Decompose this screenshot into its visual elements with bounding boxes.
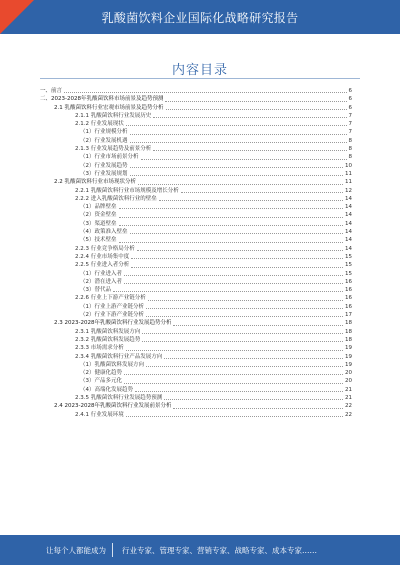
toc-entry[interactable] bbox=[40, 220, 352, 228]
toc-entry[interactable] bbox=[40, 369, 352, 377]
toc-entry[interactable] bbox=[40, 311, 352, 319]
toc-entry-text: （1）行业进入者 bbox=[80, 270, 122, 277]
toc-entry-page: 6 bbox=[348, 96, 352, 103]
toc-entry[interactable] bbox=[40, 278, 352, 286]
toc-dot-leader bbox=[173, 408, 343, 409]
toc-entry[interactable] bbox=[40, 253, 352, 261]
table-of-contents bbox=[40, 87, 352, 419]
toc-entry[interactable] bbox=[40, 294, 352, 302]
toc-entry-text: （5）技术壁垒 bbox=[80, 237, 117, 244]
toc-entry-text: （1）品牌壁垒 bbox=[80, 204, 117, 211]
toc-entry-page: 8 bbox=[348, 137, 352, 144]
toc-entry-page: 11 bbox=[345, 170, 352, 177]
toc-entry-page: 19 bbox=[345, 353, 352, 360]
toc-dot-leader bbox=[119, 242, 344, 243]
toc-entry-page: 14 bbox=[345, 245, 352, 252]
toc-dot-leader bbox=[135, 391, 343, 392]
footer-divider bbox=[112, 543, 113, 557]
toc-entry[interactable] bbox=[40, 286, 352, 294]
toc-entry-text: 2.3.5 乳酸菌饮料行业发展趋势预测 bbox=[75, 394, 163, 401]
toc-entry-text: （3）渠道壁垒 bbox=[80, 220, 117, 227]
toc-entry-text: （1）行业规模分析 bbox=[80, 129, 128, 136]
toc-entry-page: 22 bbox=[345, 411, 352, 418]
toc-entry-text: （1）行业上游产业链分析 bbox=[80, 303, 145, 310]
toc-entry-text: 2.4.1 行业发展环境 bbox=[75, 411, 124, 418]
toc-dot-leader bbox=[126, 350, 343, 351]
toc-entry[interactable] bbox=[40, 187, 352, 195]
toc-dot-leader bbox=[164, 399, 343, 400]
toc-entry[interactable] bbox=[40, 178, 352, 186]
toc-entry-text: （4）高端化发展趋势 bbox=[80, 386, 133, 393]
toc-entry-page: 12 bbox=[345, 187, 352, 194]
toc-entry-page: 14 bbox=[345, 237, 352, 244]
toc-dot-leader bbox=[124, 283, 343, 284]
toc-entry[interactable] bbox=[40, 336, 352, 344]
toc-entry-text: 2.4 2023-2028年乳酸菌饮料行业发展前景分析 bbox=[54, 403, 172, 410]
toc-entry[interactable] bbox=[40, 203, 352, 211]
toc-entry-page: 16 bbox=[345, 303, 352, 310]
toc-entry[interactable] bbox=[40, 402, 352, 410]
toc-entry[interactable] bbox=[40, 120, 352, 128]
toc-entry-page: 8 bbox=[348, 146, 352, 153]
toc-entry-text: （2）资金壁垒 bbox=[80, 212, 117, 219]
toc-dot-leader bbox=[148, 300, 343, 301]
toc-entry[interactable] bbox=[40, 245, 352, 253]
toc-entry[interactable] bbox=[40, 228, 352, 236]
toc-dot-leader bbox=[124, 374, 343, 375]
toc-entry[interactable] bbox=[40, 377, 352, 385]
toc-dot-leader bbox=[119, 208, 344, 209]
toc-dot-leader bbox=[131, 258, 343, 259]
toc-dot-leader bbox=[119, 225, 344, 226]
toc-entry-page: 6 bbox=[348, 104, 352, 111]
toc-entry-page: 20 bbox=[345, 370, 352, 377]
toc-entry-page: 19 bbox=[345, 361, 352, 368]
toc-entry-page: 18 bbox=[345, 320, 352, 327]
toc-entry[interactable] bbox=[40, 328, 352, 336]
toc-entry-text: 2.1.1 乳酸菌饮料行业发展历史 bbox=[75, 112, 152, 119]
toc-entry-page: 17 bbox=[345, 312, 352, 319]
toc-entry-page: 19 bbox=[345, 345, 352, 352]
toc-entry-page: 8 bbox=[348, 154, 352, 161]
toc-entry-page: 15 bbox=[345, 262, 352, 269]
toc-dot-leader bbox=[166, 109, 347, 110]
toc-entry-page: 16 bbox=[345, 278, 352, 285]
toc-entry[interactable] bbox=[40, 170, 352, 178]
toc-entry-text: （2）行业发展趋势 bbox=[80, 162, 128, 169]
toc-dot-leader bbox=[113, 291, 343, 292]
toc-entry[interactable] bbox=[40, 145, 352, 153]
toc-entry-text: 二、2023-2028年乳酸菌饮料市场前景及趋势预测 bbox=[40, 96, 164, 103]
toc-entry-text: （4）政策准入壁垒 bbox=[80, 229, 128, 236]
toc-entry-text: 一、前言 bbox=[40, 88, 63, 94]
toc-entry-text: 2.3.2 乳酸菌饮料发展趋势 bbox=[75, 336, 141, 343]
toc-entry-text: （3）产品多元化 bbox=[80, 378, 122, 385]
toc-entry[interactable] bbox=[40, 261, 352, 269]
toc-dot-leader bbox=[159, 200, 343, 201]
toc-entry[interactable] bbox=[40, 361, 352, 369]
toc-entry[interactable] bbox=[40, 104, 352, 112]
toc-entry-text: （3）替代品 bbox=[80, 287, 111, 294]
toc-entry[interactable] bbox=[40, 394, 352, 402]
toc-entry-text: 2.2.2 进入乳酸菌饮料行业的壁垒 bbox=[75, 195, 157, 202]
toc-entry-page: 21 bbox=[345, 386, 352, 393]
toc-dot-leader bbox=[126, 125, 347, 126]
toc-entry[interactable] bbox=[40, 236, 352, 244]
toc-entry[interactable] bbox=[40, 162, 352, 170]
toc-entry-page: 16 bbox=[345, 287, 352, 294]
toc-dot-leader bbox=[119, 217, 344, 218]
document-title: 乳酸菌饮料企业国际化战略研究报告 bbox=[101, 11, 299, 25]
toc-entry-text: （1）乳酸菌饮料发展方向 bbox=[80, 361, 145, 368]
toc-dot-leader bbox=[142, 333, 343, 334]
toc-entry[interactable] bbox=[40, 344, 352, 352]
toc-title: 内容目录 bbox=[171, 63, 228, 78]
toc-dot-leader bbox=[124, 383, 343, 384]
toc-entry[interactable] bbox=[40, 128, 352, 136]
toc-entry-text: 2.1 乳酸菌饮料行业宏观市场前景及趋势分析 bbox=[54, 104, 164, 111]
toc-dot-leader bbox=[130, 142, 347, 143]
toc-entry-page: 20 bbox=[345, 378, 352, 385]
toc-dot-leader bbox=[130, 134, 347, 135]
toc-dot-leader bbox=[126, 416, 343, 417]
toc-entry-page: 22 bbox=[345, 403, 352, 410]
footer-slogan: 让每个人都能成为 bbox=[46, 546, 106, 555]
toc-entry[interactable] bbox=[40, 353, 352, 361]
toc-dot-leader bbox=[153, 117, 346, 118]
toc-entry[interactable] bbox=[40, 87, 352, 95]
toc-dot-leader bbox=[146, 366, 343, 367]
toc-entry-text: 2.2.3 行业竞争格局分析 bbox=[75, 245, 135, 252]
toc-dot-leader bbox=[165, 101, 346, 102]
toc-dot-leader bbox=[124, 275, 343, 276]
toc-entry-text: 2.2.5 行业进入者分析 bbox=[75, 262, 130, 269]
toc-entry[interactable] bbox=[40, 411, 352, 419]
toc-entry-page: 7 bbox=[348, 121, 352, 128]
toc-entry-page: 18 bbox=[345, 328, 352, 335]
toc-entry-text: （3）行业发展规划 bbox=[80, 170, 128, 177]
toc-entry-page: 15 bbox=[345, 253, 352, 260]
toc-entry-text: 2.2 乳酸菌饮料行业市场现状分析 bbox=[54, 179, 136, 186]
toc-dot-leader bbox=[130, 167, 344, 168]
toc-entry-text: 2.2.6 行业上下游产业链分析 bbox=[75, 295, 146, 302]
toc-entry-page: 21 bbox=[345, 394, 352, 401]
toc-dot-leader bbox=[130, 175, 344, 176]
toc-entry-page: 14 bbox=[345, 195, 352, 202]
toc-dot-leader bbox=[138, 184, 343, 185]
page-header bbox=[0, 0, 400, 34]
toc-entry-text: （2）行业发展机遇 bbox=[80, 137, 128, 144]
toc-entry[interactable] bbox=[40, 270, 352, 278]
toc-entry[interactable] bbox=[40, 153, 352, 161]
toc-entry-text: 2.2.4 行业市场集中度 bbox=[75, 253, 130, 260]
toc-dot-leader bbox=[146, 316, 343, 317]
toc-entry-text: （2）健康化趋势 bbox=[80, 370, 122, 377]
toc-dot-leader bbox=[164, 358, 343, 359]
toc-entry-text: 2.2.1 乳酸菌饮料行业市场规模及增长分析 bbox=[75, 187, 179, 194]
toc-entry[interactable] bbox=[40, 386, 352, 394]
toc-entry-text: 2.3.1 乳酸菌饮料发展方向 bbox=[75, 328, 141, 335]
toc-entry[interactable] bbox=[40, 137, 352, 145]
toc-entry-page: 14 bbox=[345, 220, 352, 227]
toc-entry[interactable] bbox=[40, 319, 352, 327]
toc-entry-page: 16 bbox=[345, 295, 352, 302]
toc-entry-page: 10 bbox=[345, 162, 352, 169]
toc-dot-leader bbox=[181, 192, 343, 193]
toc-entry-page: 7 bbox=[348, 112, 352, 119]
toc-entry[interactable] bbox=[40, 303, 352, 311]
toc-entry-page: 7 bbox=[348, 129, 352, 136]
toc-entry[interactable] bbox=[40, 195, 352, 203]
toc-entry-page: 14 bbox=[345, 204, 352, 211]
toc-entry-page: 14 bbox=[345, 229, 352, 236]
toc-dot-leader bbox=[131, 267, 343, 268]
toc-dot-leader bbox=[130, 233, 344, 234]
toc-dot-leader bbox=[146, 308, 343, 309]
toc-divider bbox=[40, 78, 360, 79]
toc-dot-leader bbox=[64, 92, 346, 93]
toc-entry-text: 2.1.2 行业发展现状 bbox=[75, 121, 124, 128]
toc-entry-text: （2）潜在进入者 bbox=[80, 278, 122, 285]
toc-entry-text: 2.3.4 乳酸菌饮料行业产品发展方向 bbox=[75, 353, 163, 360]
toc-entry-text: （2）行业下游产业链分析 bbox=[80, 312, 145, 319]
toc-entry-page: 18 bbox=[345, 336, 352, 343]
toc-entry[interactable] bbox=[40, 211, 352, 219]
toc-entry-page: 11 bbox=[345, 179, 352, 186]
toc-entry-text: 2.1.3 行业发展趋势及前景分析 bbox=[75, 146, 152, 153]
toc-entry-text: 2.3 2023-2028年乳酸菌饮料行业发展趋势分析 bbox=[54, 320, 172, 327]
toc-entry-page: 14 bbox=[345, 212, 352, 219]
toc-entry-text: 2.3.3 市场需求分析 bbox=[75, 345, 124, 352]
toc-dot-leader bbox=[142, 341, 343, 342]
footer-experts: 行业专家、管理专家、营销专家、战略专家、成本专家…… bbox=[122, 546, 317, 555]
toc-dot-leader bbox=[153, 150, 346, 151]
page-footer bbox=[0, 535, 400, 565]
toc-dot-leader bbox=[173, 325, 343, 326]
toc-dot-leader bbox=[141, 159, 347, 160]
toc-entry-text: （1）行业市场前景分析 bbox=[80, 154, 139, 161]
toc-dot-leader bbox=[137, 250, 343, 251]
toc-entry[interactable] bbox=[40, 95, 352, 103]
toc-entry-page: 15 bbox=[345, 270, 352, 277]
toc-entry[interactable] bbox=[40, 112, 352, 120]
toc-entry-page: 6 bbox=[348, 88, 352, 94]
